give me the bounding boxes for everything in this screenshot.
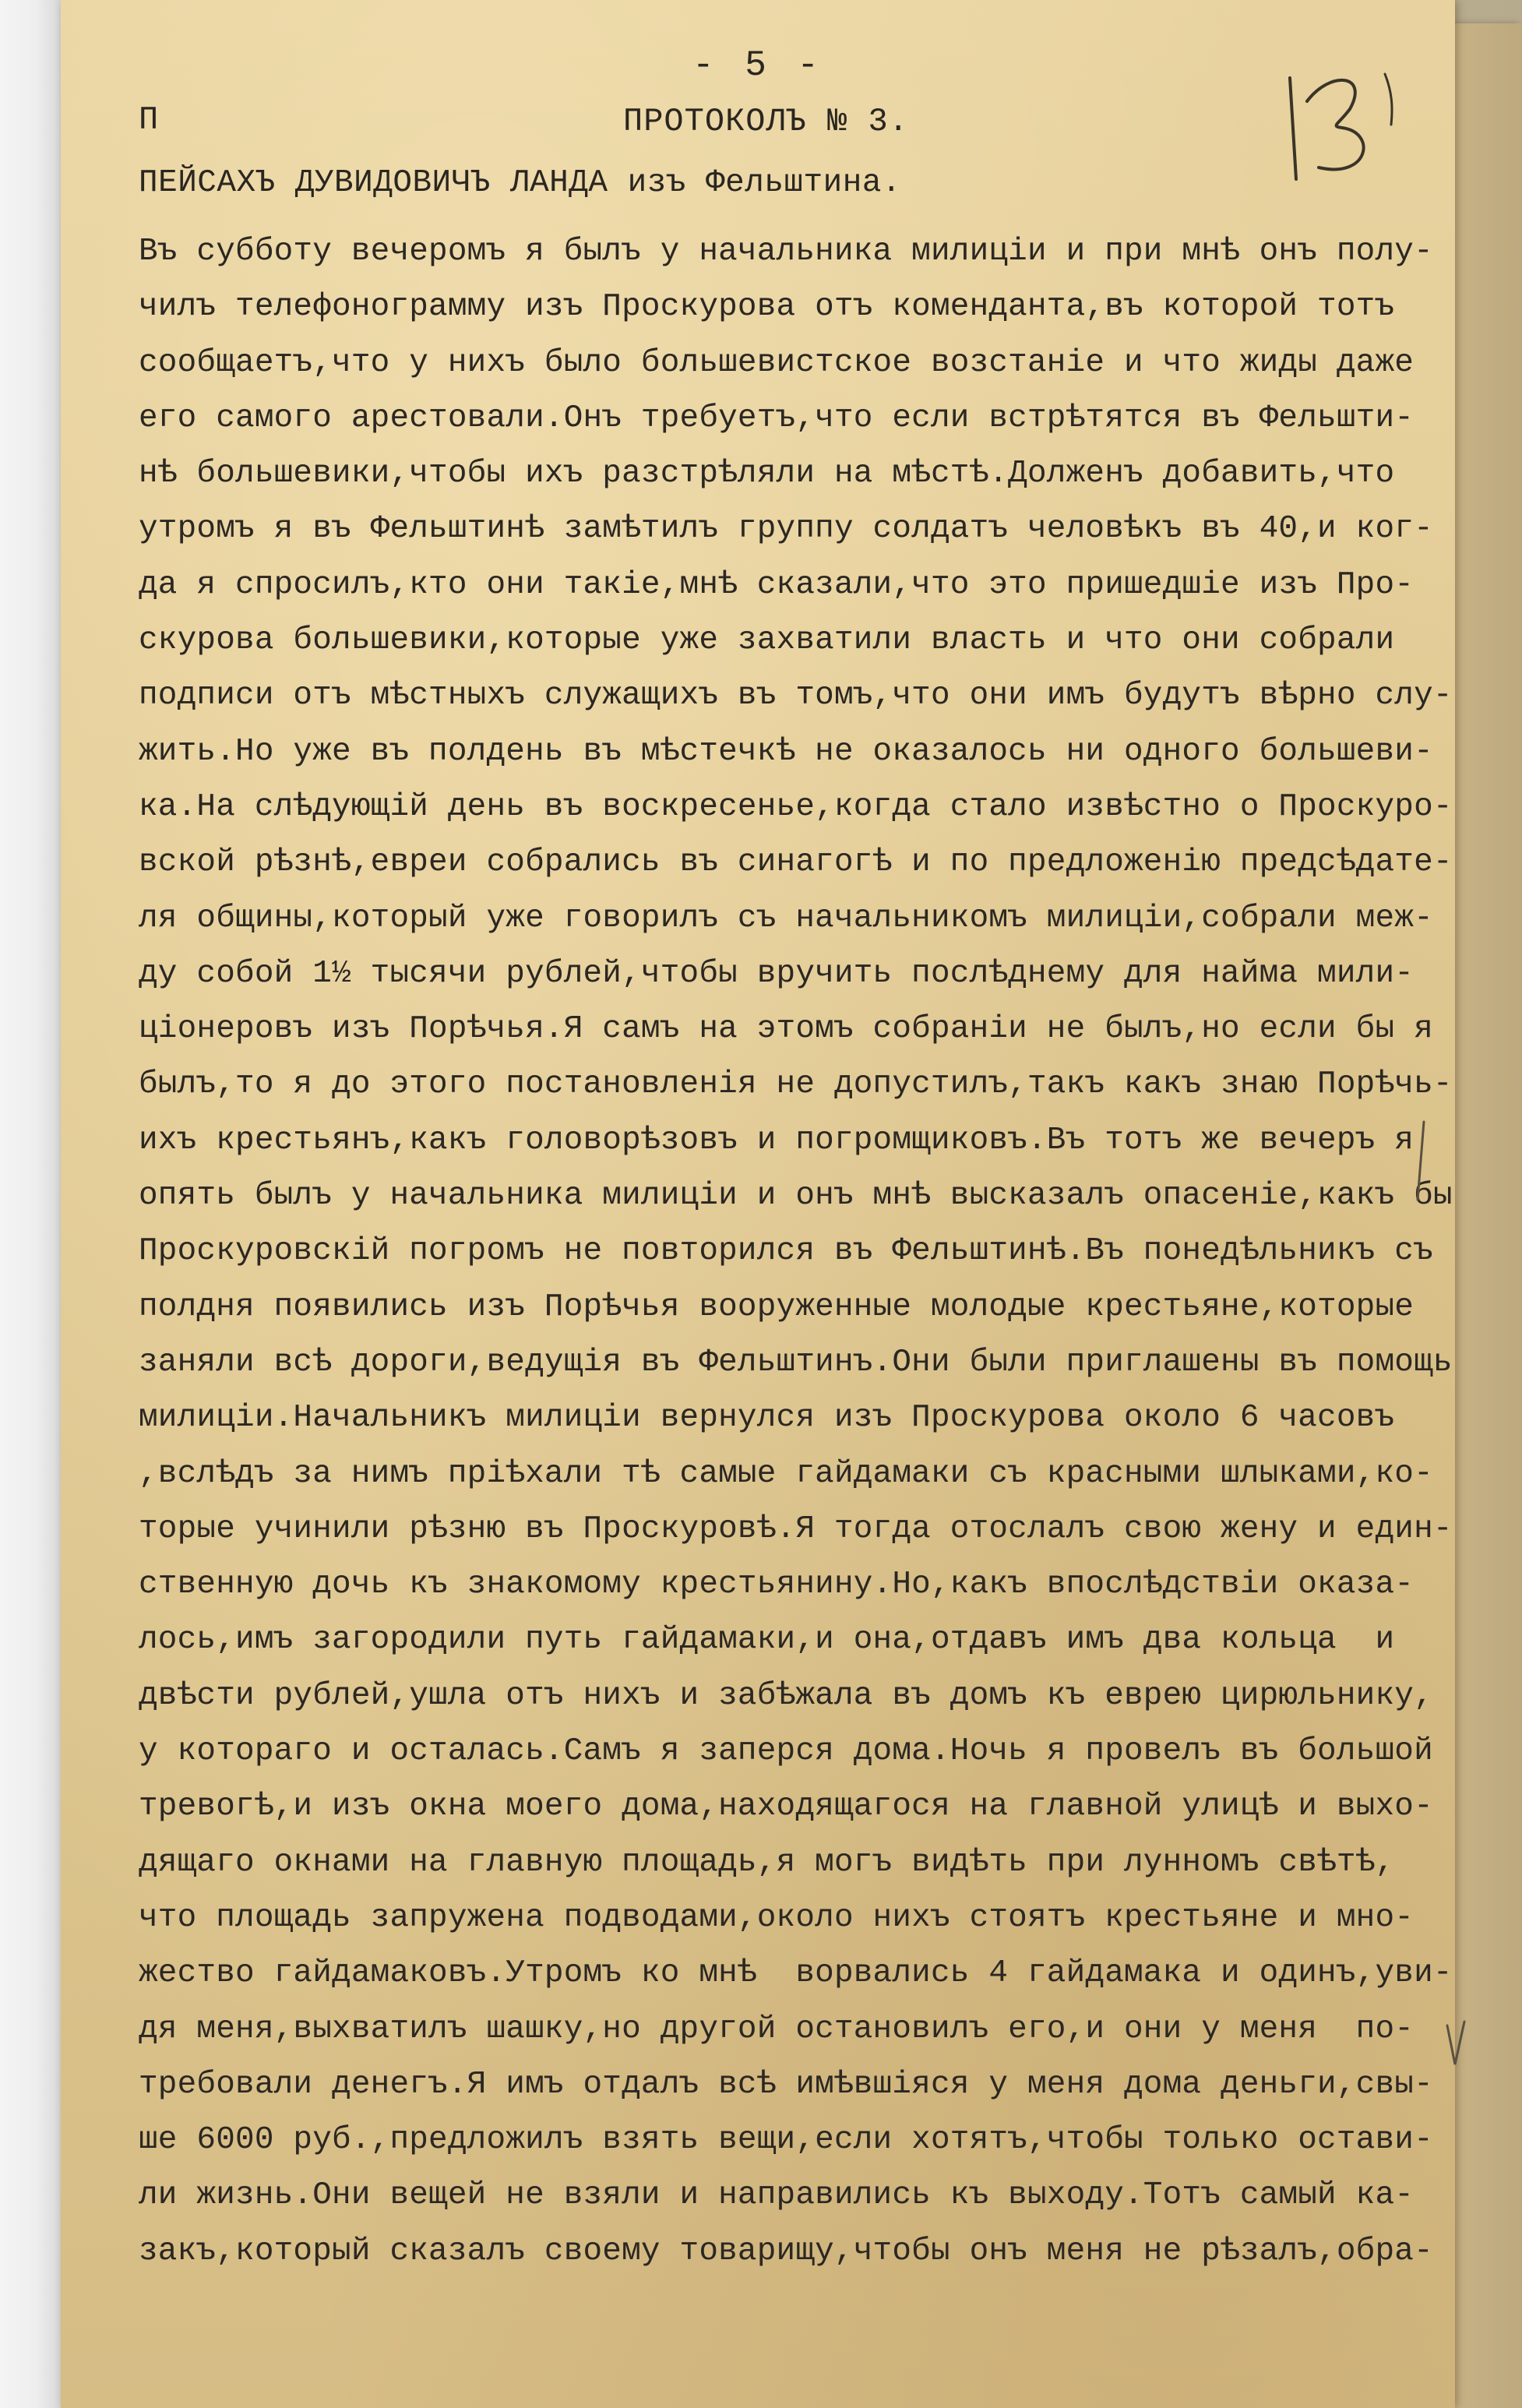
text-line: вской рѣзнѣ,евреи собрались въ синагогѣ и по предложенію предсѣдате-	[139, 844, 1453, 881]
text-line: дя меня,выхватилъ шашку,но другой остановилъ его,и они у меня по-	[139, 2011, 1415, 2047]
text-line: полдня появились изъ Порѣчья вооруженные молодые крестьяне,которые	[139, 1289, 1415, 1325]
text-line: лось,имъ загородили путь гайдамаки,и она,отдавъ имъ два кольца и	[139, 1622, 1395, 1659]
typewritten-page	[61, 0, 1455, 2408]
protocol-prefix: П	[139, 101, 159, 139]
text-line: ихъ крестьянъ,какъ головорѣзовъ и погромщиковъ.Въ тотъ же вечеръ я	[139, 1122, 1415, 1158]
text-line: да я спросилъ,кто они такіе,мнѣ сказали,что это пришедшіе изъ Про-	[139, 566, 1415, 603]
speaker-heading: ПЕЙСАХЪ ДУВИДОВИЧЪ ЛАНДА изъ Фельштина.	[139, 165, 902, 201]
text-line: его самого арестовали.Онъ требуетъ,что если встрѣтятся въ Фельшти-	[139, 400, 1415, 436]
text-line: сообщаетъ,что у нихъ было большевистское возстаніе и что жиды даже	[139, 344, 1415, 381]
text-line: дящаго окнами на главную площадь,я могъ видѣть при лунномъ свѣтѣ,	[139, 1844, 1395, 1881]
text-line: нѣ большевики,чтобы ихъ разстрѣляли на мѣстѣ.Долженъ добавить,что	[139, 456, 1395, 492]
text-line: скурова большевики,которые уже захватили власть и что они собрали	[139, 622, 1395, 659]
text-line: ше 6000 руб.,предложилъ взять вещи,если хотятъ,чтобы только остави-	[139, 2122, 1433, 2159]
text-line: ду собой 1½ тысячи рублей,чтобы вручить послѣднему для найма мили-	[139, 955, 1415, 992]
text-line: заняли всѣ дороги,ведущія въ Фельштинъ.Они были приглашены въ помощь	[139, 1344, 1453, 1380]
protocol-title: ПРОТОКОЛЪ № 3.	[623, 103, 909, 140]
text-line: опять былъ у начальника милиціи и онъ мнѣ высказалъ опасеніе,какъ бы	[139, 1178, 1453, 1215]
text-line: закъ,который сказалъ своему товарищу,чтобы онъ меня не рѣзалъ,обра-	[139, 2233, 1433, 2269]
text-line: подписи отъ мѣстныхъ служащихъ въ томъ,что они имъ будутъ вѣрно слу-	[139, 678, 1453, 714]
text-line: двѣсти рублей,ушла отъ нихъ и забѣжала въ домъ къ еврею цирюльнику,	[139, 1677, 1433, 1714]
text-line: ка.На слѣдующій день въ воскресенье,когда стало извѣстно о Проскуро-	[139, 788, 1453, 825]
text-line: ли жизнь.Они вещей не взяли и направились къ выходу.Тотъ самый ка-	[139, 2177, 1415, 2214]
margin-pencil-marks	[1400, 1106, 1494, 2119]
text-line: ственную дочь къ знакомому крестьянину.Но,какъ впослѣдствіи оказа-	[139, 1567, 1415, 1603]
text-line: торые учинили рѣзню въ Проскуровѣ.Я тогда отослалъ свою жену и един-	[139, 1511, 1453, 1547]
text-line: Проскуровскій погромъ не повторился въ Фельштинѣ.Въ понедѣльникъ съ	[139, 1233, 1433, 1270]
text-line: чилъ телефонограмму изъ Проскурова отъ коменданта,въ которой тотъ	[139, 289, 1395, 326]
text-line: Въ субботу вечеромъ я былъ у начальника милиціи и при мнѣ онъ полу-	[139, 234, 1433, 270]
text-line: требовали денегъ.Я имъ отдалъ всѣ имѣвшіяся у меня дома деньги,свы-	[139, 2066, 1433, 2103]
text-line: жество гайдамаковъ.Утромъ ко мнѣ ворвались 4 гайдамака и одинъ,уви-	[139, 1955, 1453, 1992]
text-line: ,вслѣдъ за нимъ пріѣхали тѣ самые гайдамаки съ красными шлыками,ко-	[139, 1455, 1433, 1492]
text-line: ля общины,который уже говорилъ съ начальникомъ милиціи,собрали меж-	[139, 900, 1433, 936]
text-line: у котораго и осталась.Самъ я заперся дома.Ночь я провелъ въ большой	[139, 1733, 1433, 1770]
text-line: жить.Но уже въ полдень въ мѣстечкѣ не оказалось ни одного большеви-	[139, 733, 1433, 770]
testimony-body	[139, 224, 1453, 2279]
text-line: тревогѣ,и изъ окна моего дома,находящагося на главной улицѣ и выхо-	[139, 1789, 1433, 1825]
binding-edge	[0, 0, 61, 2408]
text-line: былъ,то я до этого постановленія не допустилъ,такъ какъ знаю Порѣчь-	[139, 1067, 1453, 1103]
text-line: что площадь запружена подводами,около нихъ стоятъ крестьяне и мно-	[139, 1899, 1415, 1936]
page-number: - 5 -	[692, 45, 824, 86]
text-line: утромъ я въ Фельштинѣ замѣтилъ группу солдатъ человѣкъ въ 40,и ког-	[139, 511, 1433, 548]
text-line: милиціи.Начальникъ милиціи вернулся изъ Проскурова около 6 часовъ	[139, 1400, 1395, 1437]
text-line: ціонеровъ изъ Порѣчья.Я самъ на этомъ собраніи не былъ,но если бы я	[139, 1011, 1433, 1048]
